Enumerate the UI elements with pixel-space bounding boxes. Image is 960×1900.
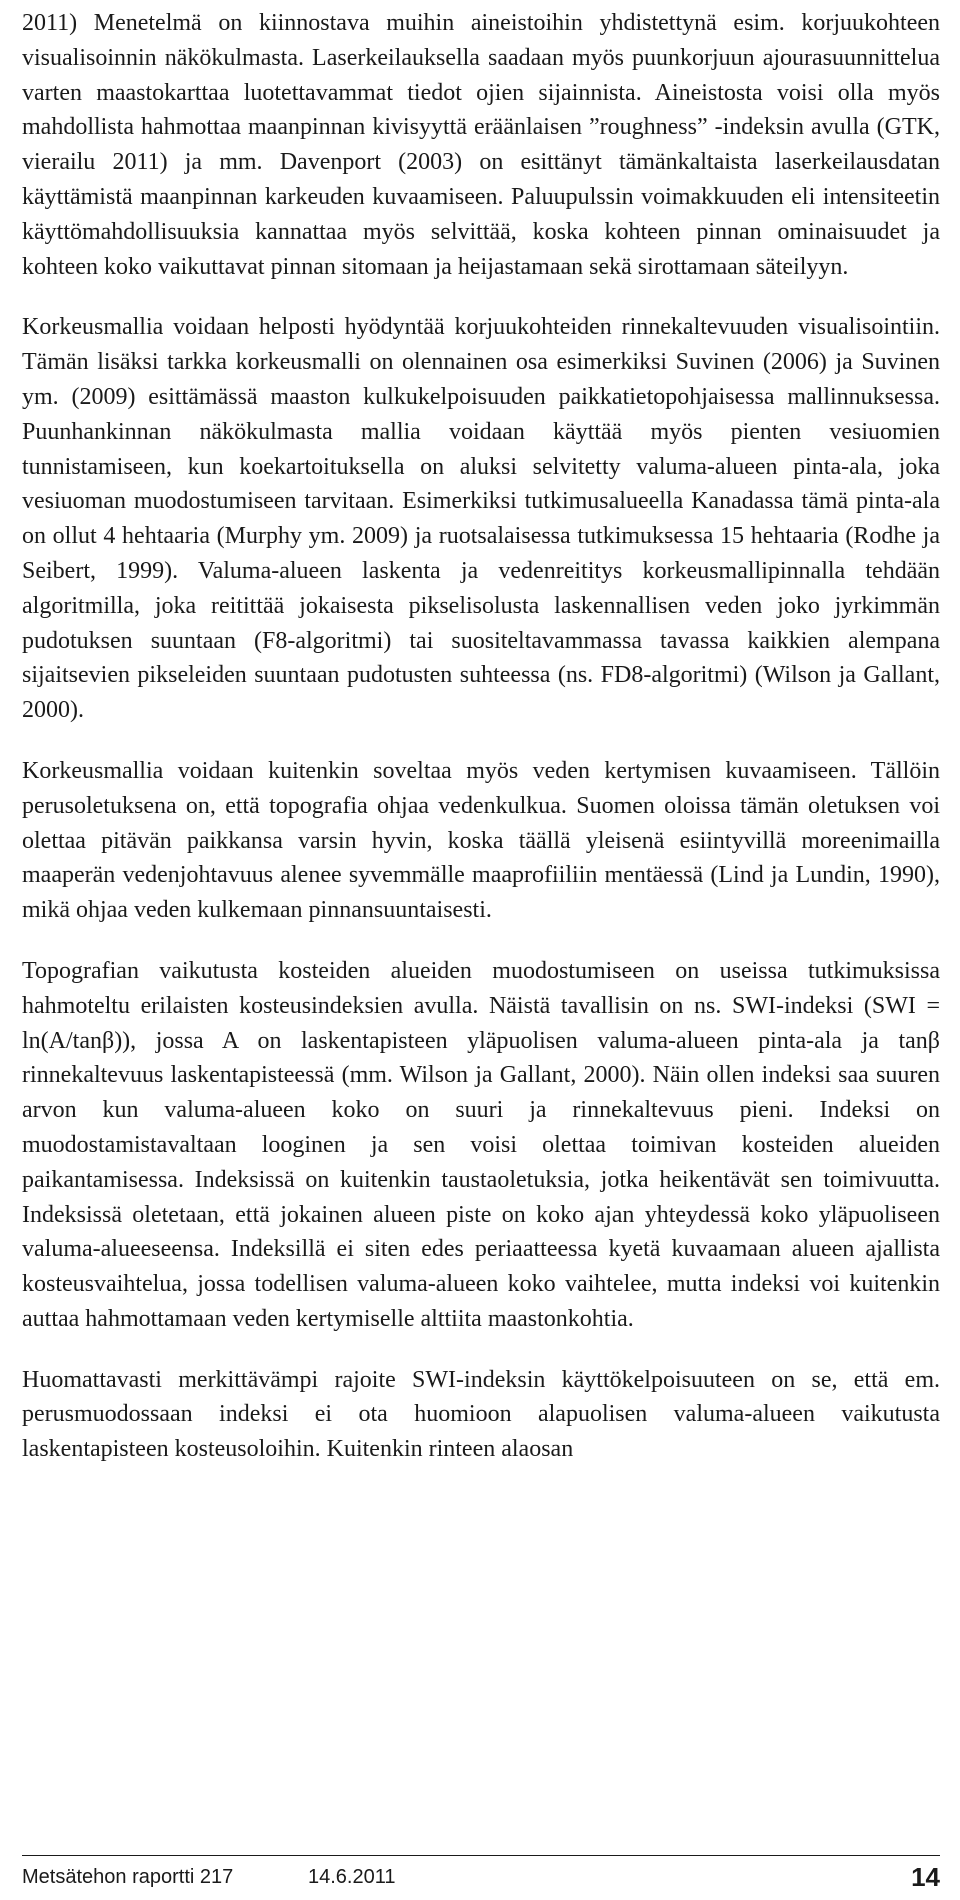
paragraph-swi-rajoite: Huomattavasti merkittävämpi rajoite SWI-indeksin käyttökelpoisuuteen on se, että em. perusmuodossaan indeksi ei ota huomioon alapuolisen valuma-alueen vaikutusta laskentapisteen kosteusoloihin. Kuitenkin rinteen alaosan (22, 1366, 940, 1463)
page-footer (22, 1855, 940, 1896)
footer-date: 14.6.2011 (308, 1866, 396, 1888)
paragraph-kosteusindeksit: Topografian vaikutusta kosteiden alueiden muodostumiseen on useissa tutkimuksissa hahmoteltu erilaisten kosteusindeksien avulla. Näistä tavallisin on ns. SWI-indeksi (SWI = ln(A/tanβ)), jossa A on laskentapisteen yläpuolisen valuma-alueen pinta-ala ja tanβ rinnekaltevuus laskentapisteessä (mm. Wilson ja Gallant, 2000). Näin ollen indeksi saa suuren arvon kun valuma-alueen koko on suuri ja rinnekaltevuus pieni. Indeksi on muodostamistavaltaan looginen ja sen voisi olettaa toimivan kosteiden alueiden paikantamisessa. Indeksissä on kuitenkin taustaoletuksia, jotka heikentävät sen toimivuutta. Indeksissä oletetaan, että jokainen alueen piste on koko ajan yhteydessä koko yläpuoliseen valuma-alueeseensa. Indeksillä ei siten edes periaatteessa kyetä kuvaamaan alueen ajallista kosteusvaihtelua, jossa todellisen valuma-alueen koko vaihtelee, mutta indeksi voi kuitenkin auttaa hahmottamaan veden kertymiselle alttiita maastonkohtia. (22, 957, 940, 1332)
footer-report-title: Metsätehon raportti 217 (22, 1866, 234, 1888)
body-text (22, 6, 940, 1493)
paragraph-veden-kertyminen: Korkeusmallia voidaan kuitenkin soveltaa myös veden kertymisen kuvaamiseen. Tällöin perusoletuksena on, että topografia ohjaa vedenkulkua. Suomen oloissa tämän oletuksen voi olettaa pitävän paikkansa varsin hyvin, koska täällä yleisenä esiintyvillä moreenimailla maaperän vedenjohtavuus alenee syvemmälle maaprofiiliin mentäessä (Lind ja Lundin, 1990), mikä ohjaa veden kulkemaan pinnansuuntaisesti. (22, 757, 940, 924)
paragraph-korkeusmalli: Korkeusmallia voidaan helposti hyödyntää korjuukohteiden rinnekaltevuuden visualisointiin. Tämän lisäksi tarkka korkeusmalli on olennainen osa esimerkiksi Suvinen (2006) ja Suvinen ym. (2009) esittämässä maaston kulkukelpoisuuden paikkatietopohjaisessa mallinnuksessa. Puunhankinnan näkökulmasta mallia voidaan käyttää myös pienten vesiuomien tunnistamiseen, kun koekartoituksella on aluksi selvitetty valuma-alueen pinta-ala, joka vesiuoman muodostumiseen tarvitaan. Esimerkiksi tutkimusalueella Kanadassa tämä pinta-ala on ollut 4 hehtaaria (Murphy ym. 2009) ja ruotsalaisessa tutkimuksessa 15 hehtaaria (Rodhe ja Seibert, 1999). Valuma-alueen laskenta ja vedenreititys korkeusmallipinnalla tehdään algoritmilla, joka reitittää jokaisesta pikselisolusta laskennallisen veden joko jyrkimmän pudotuksen suuntaan (F8-algoritmi) tai suositeltavammassa tavassa kaikkien alempana sijaitsevien pikseleiden suuntaan pudotusten suhteessa (ns. FD8-algoritmi) (Wilson ja Gallant, 2000). (22, 314, 940, 724)
paragraph-laserkeilaus: 2011) Menetelmä on kiinnostava muihin aineistoihin yhdistettynä esim. korjuukohteen visualisoinnin näkökulmasta. Laserkeilauksella saadaan myös puunkorjuun ajourasuunnittelua varten maastokarttaa luotettavammat tiedot ojien sijainnista. Aineistosta voisi olla myös mahdollista hahmottaa maanpinnan kivisyyttä eräänlaisen ”roughness” -indeksin avulla (GTK, vierailu 2011) ja mm. Davenport (2003) on esittänyt tämänkaltaista laserkeilausdatan käyttämistä maanpinnan karkeuden kuvaamiseen. Paluupulssin voimakkuuden eli intensiteetin käyttömahdollisuuksia kannattaa myös selvittää, koska kohteen pinnan ominaisuudet ja kohteen koko vaikuttavat pinnan sitomaan ja heijastamaan sekä sirottamaan säteilyyn. (22, 10, 940, 280)
footer-page-number: 14 (911, 1862, 940, 1892)
